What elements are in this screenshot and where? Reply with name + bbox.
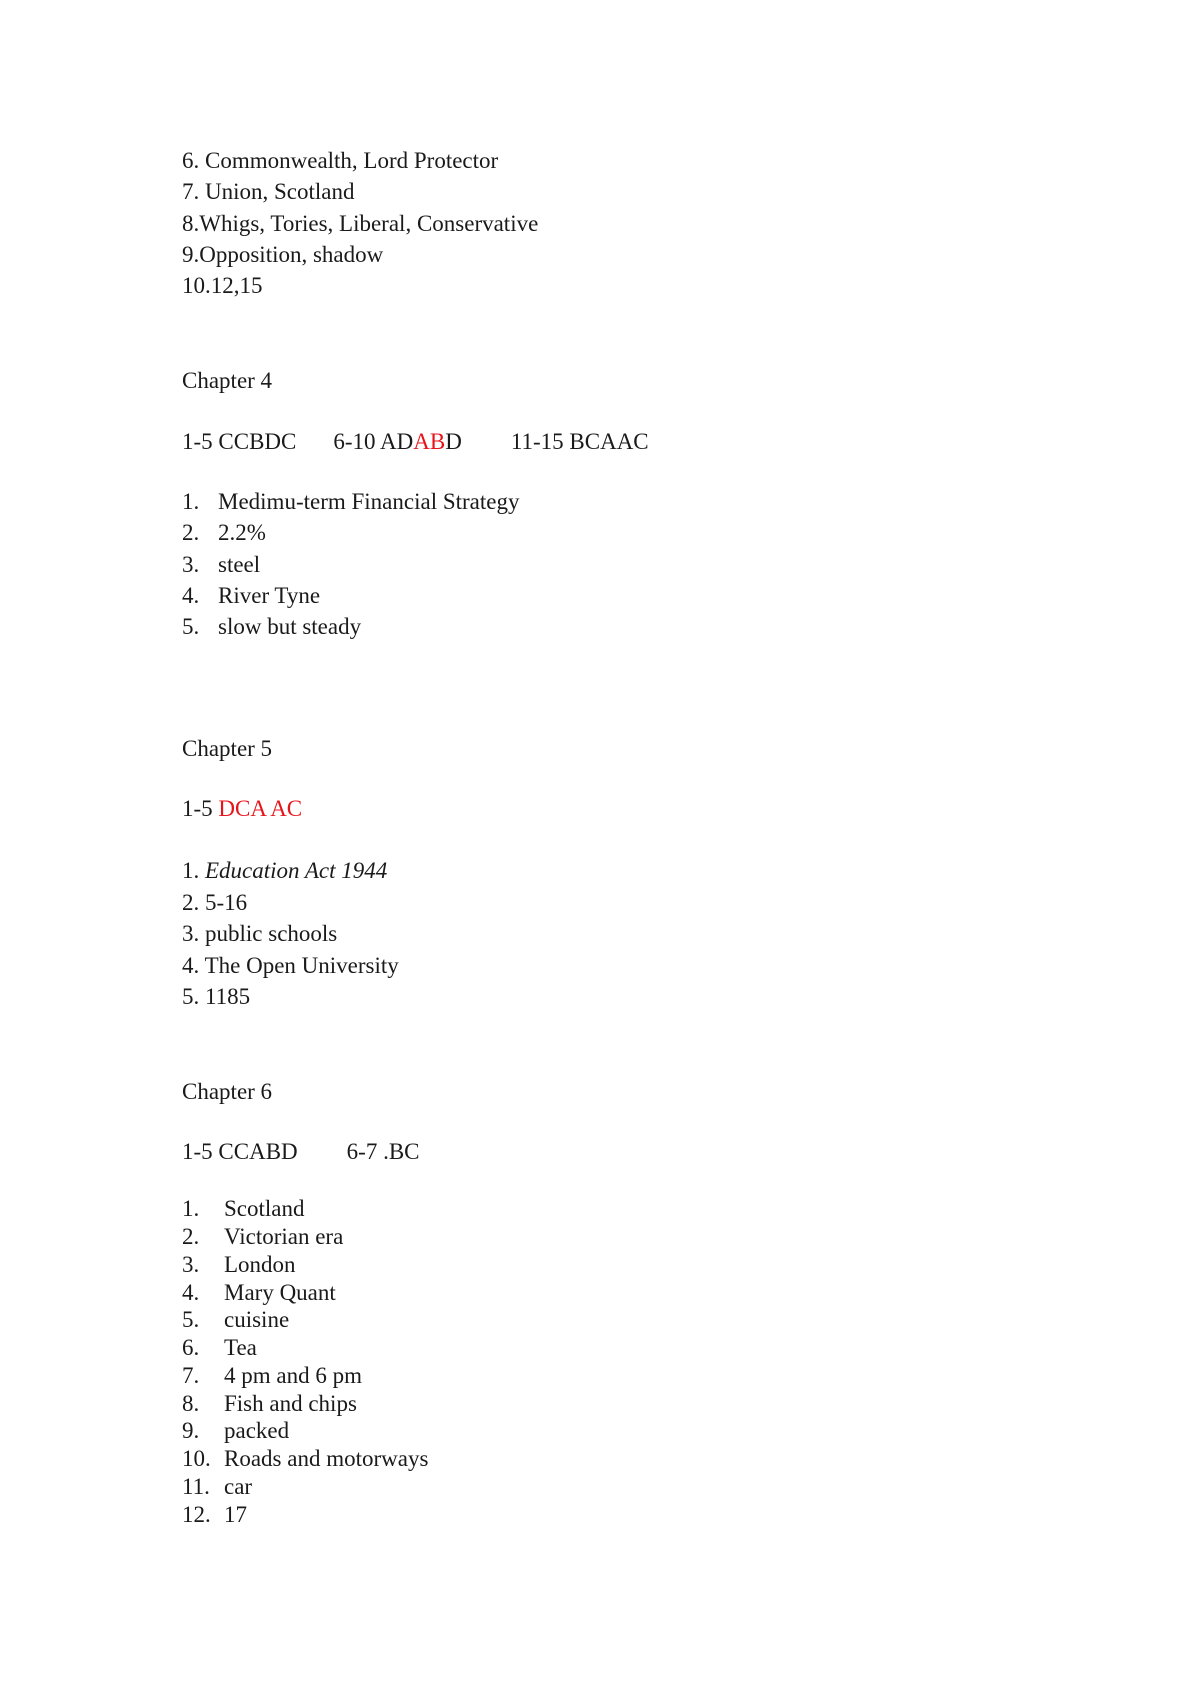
item-number: 11. <box>182 1474 210 1499</box>
chapter-5-mc-answers <box>182 795 302 823</box>
item-text: packed <box>224 1418 290 1443</box>
item-text: Tea <box>224 1335 257 1360</box>
chapter-4-mc-6-10 <box>333 429 461 454</box>
item-number: 5. <box>182 1307 200 1332</box>
chapter-6-item-11 <box>182 1473 252 1501</box>
item-number: 4. <box>182 583 200 608</box>
item-text: Fish and chips <box>224 1391 357 1416</box>
item-number: 3. <box>182 552 200 577</box>
chapter-6-item-9 <box>182 1417 289 1445</box>
item-number: 4. <box>182 1280 200 1305</box>
chapter-4-mc-6-10-highlight: AB <box>413 429 446 454</box>
chapter-5-heading: Chapter 5 <box>182 736 273 761</box>
chapter-6-heading: Chapter 6 <box>182 1079 273 1104</box>
item-text: 2.2% <box>218 520 266 545</box>
item-text: Roads and motorways <box>224 1446 429 1471</box>
item-text: 1185 <box>205 984 251 1009</box>
chapter-4-mc-11-15: 11-15 BCAAC <box>510 429 649 454</box>
chapter-4-item-4 <box>182 582 320 610</box>
item-text: The Open University <box>204 953 399 978</box>
continued-answer-10: 10.12,15 <box>182 273 263 298</box>
chapter-5-item-3 <box>182 920 337 948</box>
item-number: 10. <box>182 1446 211 1471</box>
item-text: 5-16 <box>205 890 248 915</box>
chapter-6-mc-6-7: 6-7 .BC <box>346 1139 420 1164</box>
chapter-5-item-4 <box>182 952 399 980</box>
continued-answer-6: 6. Commonwealth, Lord Protector <box>182 148 499 173</box>
item-text: Education Act 1944 <box>205 858 388 883</box>
chapter-6-item-5 <box>182 1306 289 1334</box>
chapter-4-mc-6-10-prefix: 6-10 AD <box>333 429 414 454</box>
chapter-6-item-6 <box>182 1334 257 1362</box>
item-text: slow but steady <box>218 614 362 639</box>
chapter-5-item-2 <box>182 889 247 917</box>
chapter-4-item-2 <box>182 519 266 547</box>
chapter-5-mc-prefix: 1-5 <box>182 796 219 821</box>
chapter-6-item-12 <box>182 1501 247 1529</box>
chapter-4-item-1 <box>182 488 519 516</box>
item-text: cuisine <box>224 1307 290 1332</box>
chapter-5-item-5 <box>182 983 250 1011</box>
item-number: 1. <box>182 489 200 514</box>
item-number: 8. <box>182 1391 200 1416</box>
chapter-6-item-10 <box>182 1445 428 1473</box>
chapter-6-mc-1-5: 1-5 CCABD <box>182 1139 298 1164</box>
item-number: 12. <box>182 1502 211 1527</box>
item-number: 5. <box>182 984 205 1009</box>
chapter-4-mc-answers <box>182 428 649 456</box>
item-number: 1. <box>182 1196 200 1221</box>
item-text: steel <box>218 552 261 577</box>
item-number: 9. <box>182 1418 200 1443</box>
chapter-6-item-4 <box>182 1279 336 1307</box>
item-text: Victorian era <box>224 1224 344 1249</box>
continued-answer-9: 9.Opposition, shadow <box>182 242 384 267</box>
chapter-6-mc-answers <box>182 1138 420 1166</box>
item-number: 7. <box>182 1363 200 1388</box>
item-text: car <box>224 1474 253 1499</box>
chapter-6-item-2 <box>182 1223 343 1251</box>
item-text: Mary Quant <box>224 1280 336 1305</box>
item-text: public schools <box>205 921 338 946</box>
chapter-6-item-8 <box>182 1390 357 1418</box>
item-number: 6. <box>182 1335 200 1360</box>
item-text: 4 pm and 6 pm <box>224 1363 362 1388</box>
chapter-6-item-1 <box>182 1195 305 1223</box>
chapter-5-mc-highlight: DCA AC <box>218 796 303 821</box>
continued-answer-8: 8.Whigs, Tories, Liberal, Conservative <box>182 211 539 236</box>
chapter-4-mc-1-5: 1-5 CCBDC <box>182 429 297 454</box>
chapter-6-item-3 <box>182 1251 296 1279</box>
item-text: Scotland <box>224 1196 305 1221</box>
item-number: 3. <box>182 1252 200 1277</box>
chapter-4-mc-6-10-suffix: D <box>445 429 462 454</box>
item-number: 2. <box>182 1224 200 1249</box>
item-number: 5. <box>182 614 200 639</box>
chapter-4-item-5 <box>182 613 361 641</box>
chapter-4-heading: Chapter 4 <box>182 368 273 393</box>
chapter-4-item-3 <box>182 551 260 579</box>
chapter-6-item-7 <box>182 1362 362 1390</box>
continued-answer-7: 7. Union, Scotland <box>182 179 355 204</box>
item-number: 4. <box>182 953 205 978</box>
item-text: London <box>224 1252 296 1277</box>
chapter-5-item-1 <box>182 857 387 885</box>
item-number: 1. <box>182 858 205 883</box>
item-number: 2. <box>182 890 205 915</box>
item-number: 3. <box>182 921 205 946</box>
item-text: River Tyne <box>218 583 321 608</box>
item-text: Medimu-term Financial Strategy <box>218 489 520 514</box>
item-number: 2. <box>182 520 200 545</box>
item-text: 17 <box>224 1502 247 1527</box>
